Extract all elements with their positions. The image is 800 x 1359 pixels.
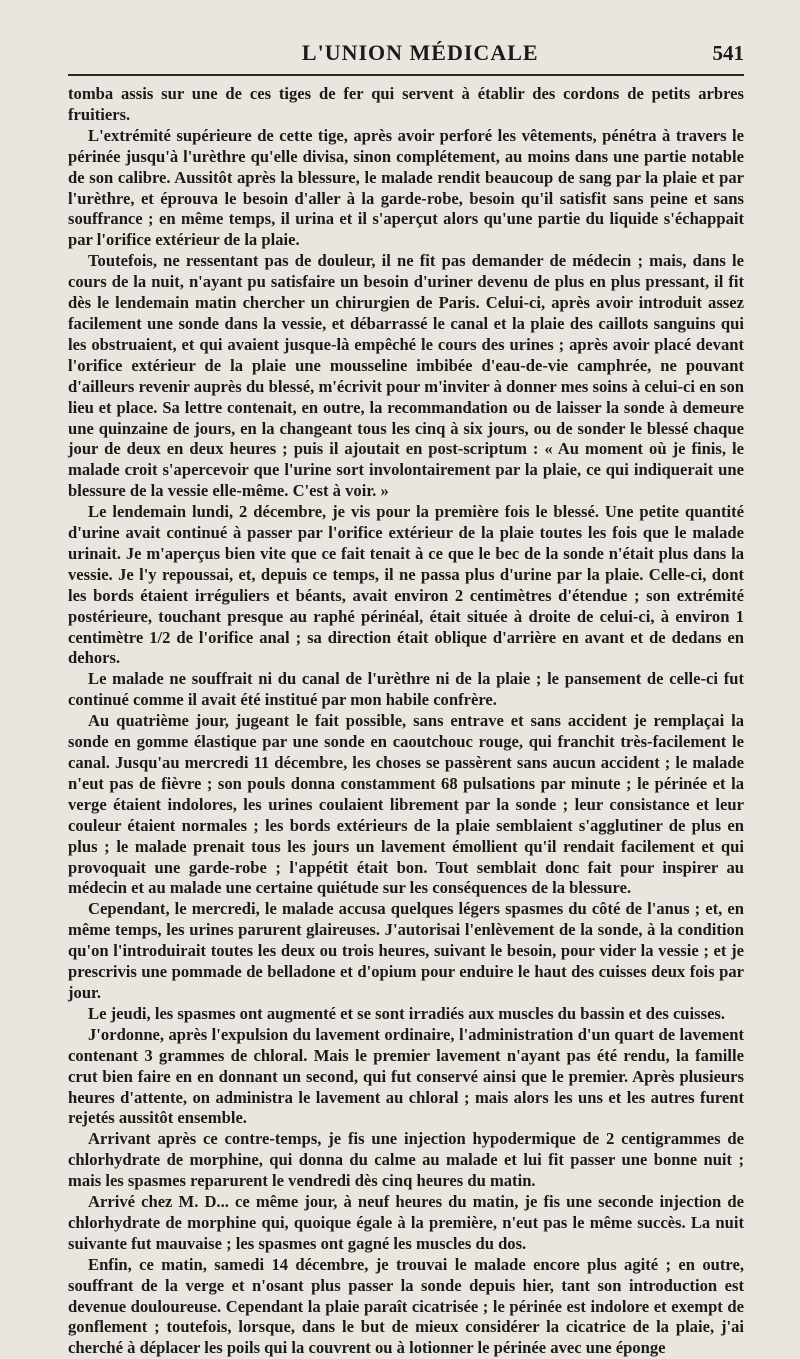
paragraph: Cependant, le mercredi, le malade accusa quelques légers spasmes du côté de l'anus ; et, en même temps, les urines parurent glaireuses. J'autorisai l'enlèvement de la sonde, à la condition qu'on l'introduirait toutes les deux ou trois heures, suivant le besoin, pour vider la vessie ; et je prescrivis une pommade de belladone et d'opium pour enduire le haut des cuisses deux fois par jour. <box>68 899 744 1002</box>
article-body <box>68 84 744 1359</box>
paragraph: Le malade ne souffrait ni du canal de l'urèthre ni de la plaie ; le pansement de celle-ci fut continué comme il avait été institué par mon habile confrère. <box>68 669 744 710</box>
paragraph: J'ordonne, après l'expulsion du lavement ordinaire, l'administration d'un quart de lavement contenant 3 grammes de chloral. Mais le premier lavement n'ayant pas été rendu, la famille crut bien faire en en donnant un second, qui fut conservé ainsi que le premier. Après plusieurs heures d'attente, on administra le lavement au chloral ; mais alors les uns et les autres furent rejetés aussitôt ensemble. <box>68 1024 744 1128</box>
paragraph: Au quatrième jour, jugeant le fait possible, sans entrave et sans accident je remplaçai la sonde en gomme élastique par une sonde en caoutchouc rouge, qui franchit très-facilement le canal. Jusqu'au mercredi 11 décembre, les choses se passèrent sans aucun accident ; le malade n'eut pas de fièvre ; son pouls donna constamment 68 pulsations par minute ; le périnée et la verge étaient indolores, les urines coulaient librement par la sonde ; leur consistance et leur couleur étaient normales ; les bords extérieurs de la plaie semblaient s'agglutiner de plus en plus ; le malade prenait tous les jours un lavement émollient qu'il rendait facilement et qui provoquait une garde-robe ; l'appétit était bon. Tout semblait donc fait pour inspirer au médecin et au malade une certaine quiétude sur les conséquences de la blessure. <box>68 711 744 898</box>
journal-title: L'UNION MÉDICALE <box>301 40 539 65</box>
header-rule <box>68 74 744 76</box>
paragraph: Arrivé chez M. D... ce même jour, à neuf heures du matin, je fis une seconde injection de chlorhydrate de morphine qui, quoique égale à la première, n'eut pas le même succès. La nuit suivante fut mauvaise ; les spasmes ont gagné les muscles du dos. <box>68 1192 744 1253</box>
paragraph: L'extrémité supérieure de cette tige, après avoir perforé les vêtements, pénétra à travers le périnée jusqu'à l'urèthre qu'elle divisa, sinon complétement, au moins dans une partie notable de son calibre. Aussitôt après la blessure, le malade rendit beaucoup de sang par la plaie et par l'urèthre, et éprouva le besoin d'aller à la garde-robe, besoin qu'il satisfit sans peine et sans souffrance ; en même temps, il urina et il s'aperçut alors qu'une partie du liquide s'échappait par l'orifice extérieur de la plaie. <box>68 125 744 250</box>
paragraph: Enfin, ce matin, samedi 14 décembre, je trouvai le malade encore plus agité ; en outre, souffrant de la verge et n'osant plus passer la sonde depuis hier, tant son introduction est devenue douloureuse. Cependant la plaie paraît cicatrisée ; le périnée est indolore et exempt de gonflement ; toutefois, lorsque, dans le but de mieux considérer la cicatrice de la plaie, j'ai cherché à déplacer les poils qui la couvrent ou à lotionner le périnée avec une éponge <box>68 1254 744 1358</box>
running-header <box>68 40 744 68</box>
paragraph: tomba assis sur une de ces tiges de fer qui servent à établir des cordons de petits arbres fruitiers. <box>68 84 744 124</box>
paragraph: Toutefois, ne ressentant pas de douleur, il ne fit pas demander de médecin ; mais, dans le cours de la nuit, n'ayant pu satisfaire un besoin d'uriner devenu de plus en plus pressant, il fit dès le lendemain matin chercher un chirurgien de Paris. Celui-ci, après avoir introduit assez facilement une sonde dans la vessie, et débarrassé le canal et la plaie des caillots sanguins qui les obstruaient, et qui avaient jusque-là empêché le cours des urines ; après avoir placé devant l'orifice extérieur de la plaie une mousseline imbibée d'eau-de-vie camphrée, ne pouvant d'ailleurs revenir auprès du blessé, m'écrivit pour m'inviter à donner mes soins à celui-ci en son lieu et place. Sa lettre contenait, en outre, la recommandation ou de laisser la sonde à demeure une quinzaine de jours, en la changeant tous les cinq à six jours, ou de sonder le blessé chaque jour de deux en deux heures ; puis il ajoutait en post-scriptum : « Au moment où je finis, le malade croit s'apercevoir que l'urine sort involontairement par la plaie, ce qui indiquerait une blessure de la vessie elle-même. C'est à voir. » <box>68 251 744 501</box>
page-number: 541 <box>712 41 744 65</box>
paragraph: Arrivant après ce contre-temps, je fis une injection hypodermique de 2 centigrammes de chlorhydrate de morphine, qui donna du calme au malade et lui fit passer une bonne nuit ; mais les spasmes reparurent le vendredi dès cinq heures du matin. <box>68 1129 744 1191</box>
paragraph: Le jeudi, les spasmes ont augmenté et se sont irradiés aux muscles du bassin et des cuisses. <box>88 1003 726 1023</box>
paragraph: Le lendemain lundi, 2 décembre, je vis pour la première fois le blessé. Une petite quantité d'urine avait continué à passer par l'orifice extérieur de la plaie toutes les fois que le malade urinait. Je m'aperçus bien vite que ce fait tenait à ce que le bec de la sonde n'était plus dans la vessie. Je l'y repoussai, et, depuis ce temps, il ne passa plus d'urine par la plaie. Celle-ci, dont les bords étaient irréguliers et béants, avait environ 2 centimètres d'étendue ; son extrémité postérieure, touchant presque au raphé périnéal, était située à droite de celui-ci, à environ 1 centimètre 1/2 de l'orifice anal ; sa direction était oblique d'arrière en avant et de dedans en dehors. <box>68 502 744 668</box>
